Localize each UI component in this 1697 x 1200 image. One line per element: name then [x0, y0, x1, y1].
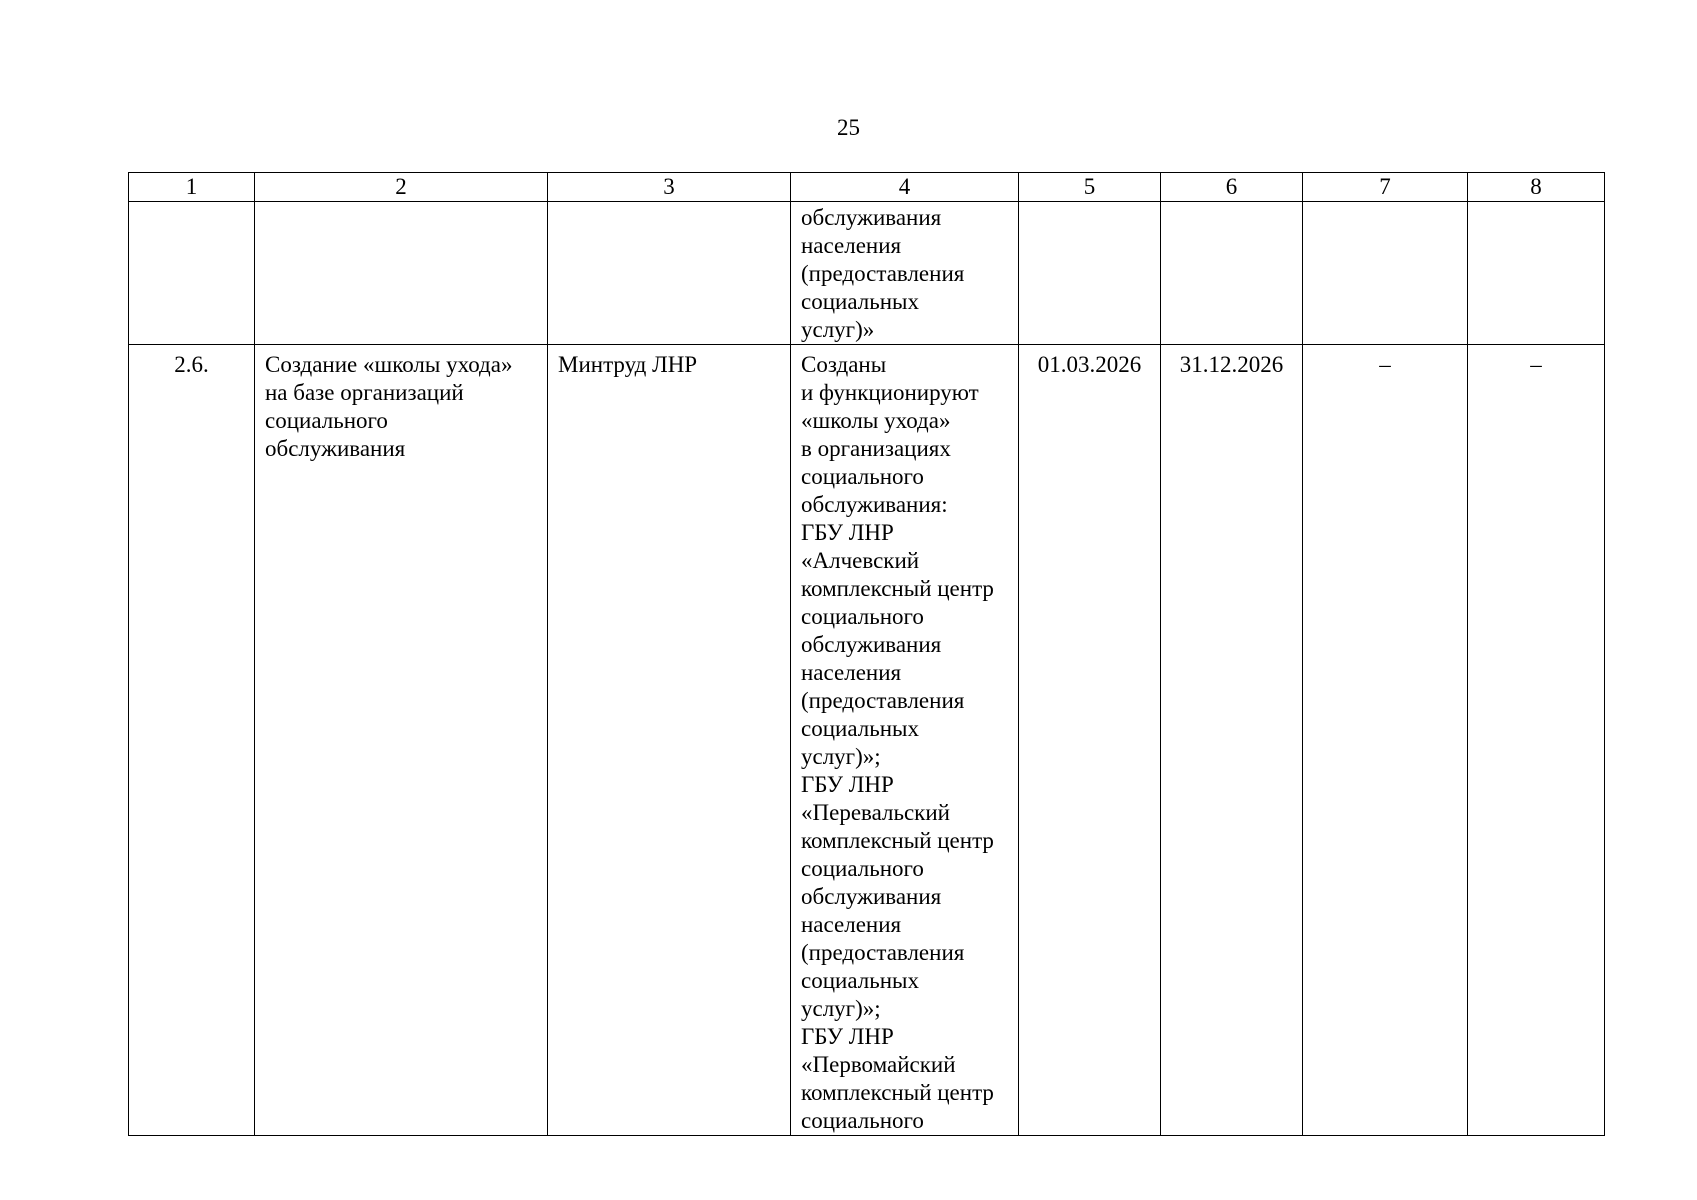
result-line: социального [801, 856, 924, 881]
result-line: комплексный центр [801, 576, 994, 601]
result-line: населения [801, 912, 902, 937]
result-line: и функционируют [801, 380, 979, 405]
cont-cell-7 [1303, 202, 1468, 345]
result-line: социальных [801, 716, 919, 741]
result-line: обслуживания [801, 632, 942, 657]
result-line: обслуживания: [801, 492, 948, 517]
result-line: населения [801, 660, 902, 685]
result-line: в организациях [801, 436, 951, 461]
cont-cell-8 [1468, 202, 1605, 345]
result-line: «школы ухода» [801, 408, 951, 433]
result-line: ГБУ ЛНР [801, 520, 894, 545]
result-line: услуг)»; [801, 996, 881, 1021]
header-col-6: 6 [1161, 173, 1303, 202]
measure-name-cell [255, 345, 548, 1136]
cont-cell-3 [548, 202, 791, 345]
measure-name-line: обслуживания [265, 436, 406, 461]
start-date: 01.03.2026 [1037, 352, 1142, 377]
start-date-cell [1019, 345, 1161, 1136]
result-line: «Алчевский [801, 548, 920, 573]
result-line: Созданы [801, 352, 887, 377]
end-date: 31.12.2026 [1179, 352, 1284, 377]
result-line: ГБУ ЛНР [801, 772, 894, 797]
header-col-1: 1 [129, 173, 255, 202]
result-line: (предоставления [801, 688, 965, 713]
result-line: комплексный центр [801, 1080, 994, 1105]
result-line: социальных [801, 968, 919, 993]
row-number-cell [129, 345, 255, 1136]
cont-cell-5 [1019, 202, 1161, 345]
measure-name-line: Создание «школы ухода» [265, 352, 513, 377]
result-line: (предоставления [801, 940, 965, 965]
end-date-cell [1161, 345, 1303, 1136]
executor: Минтруд ЛНР [558, 352, 698, 377]
header-col-5: 5 [1019, 173, 1161, 202]
col-8-value: – [1530, 352, 1542, 377]
table-row-continuation [129, 202, 1605, 345]
cont-result-line: услуг)» [801, 317, 875, 342]
result-line: комплексный центр [801, 828, 994, 853]
header-row [129, 173, 1605, 202]
cont-cell-1 [129, 202, 255, 345]
result-line: обслуживания [801, 884, 942, 909]
header-col-4: 4 [791, 173, 1019, 202]
plan-table [128, 172, 1605, 1136]
result-line: «Перевальский [801, 800, 950, 825]
result-line: ГБУ ЛНР [801, 1024, 894, 1049]
executor-cell [548, 345, 791, 1136]
table-row-2-6 [129, 345, 1605, 1136]
header-col-8: 8 [1468, 173, 1605, 202]
row-number: 2.6. [174, 352, 209, 377]
col-7-cell [1303, 345, 1468, 1136]
result-line: услуг)»; [801, 744, 881, 769]
header-col-2: 2 [255, 173, 548, 202]
header-col-7: 7 [1303, 173, 1468, 202]
col-8-cell [1468, 345, 1605, 1136]
cont-result-line: (предоставления [801, 261, 965, 286]
cont-result-line: социальных [801, 289, 919, 314]
cont-cell-2 [255, 202, 548, 345]
cont-result-line: обслуживания [801, 205, 942, 230]
cont-result-line: населения [801, 233, 902, 258]
result-line: «Первомайский [801, 1052, 956, 1077]
cont-cell-6 [1161, 202, 1303, 345]
col-7-value: – [1379, 352, 1391, 377]
page-number: 25 [837, 115, 860, 140]
result-line: социального [801, 1108, 924, 1133]
result-line: социального [801, 604, 924, 629]
cont-cell-4 [791, 202, 1019, 345]
header-col-3: 3 [548, 173, 791, 202]
measure-name-line: на базе организаций [265, 380, 464, 405]
result-cell [791, 345, 1019, 1136]
result-line: социального [801, 464, 924, 489]
measure-name-line: социального [265, 408, 388, 433]
